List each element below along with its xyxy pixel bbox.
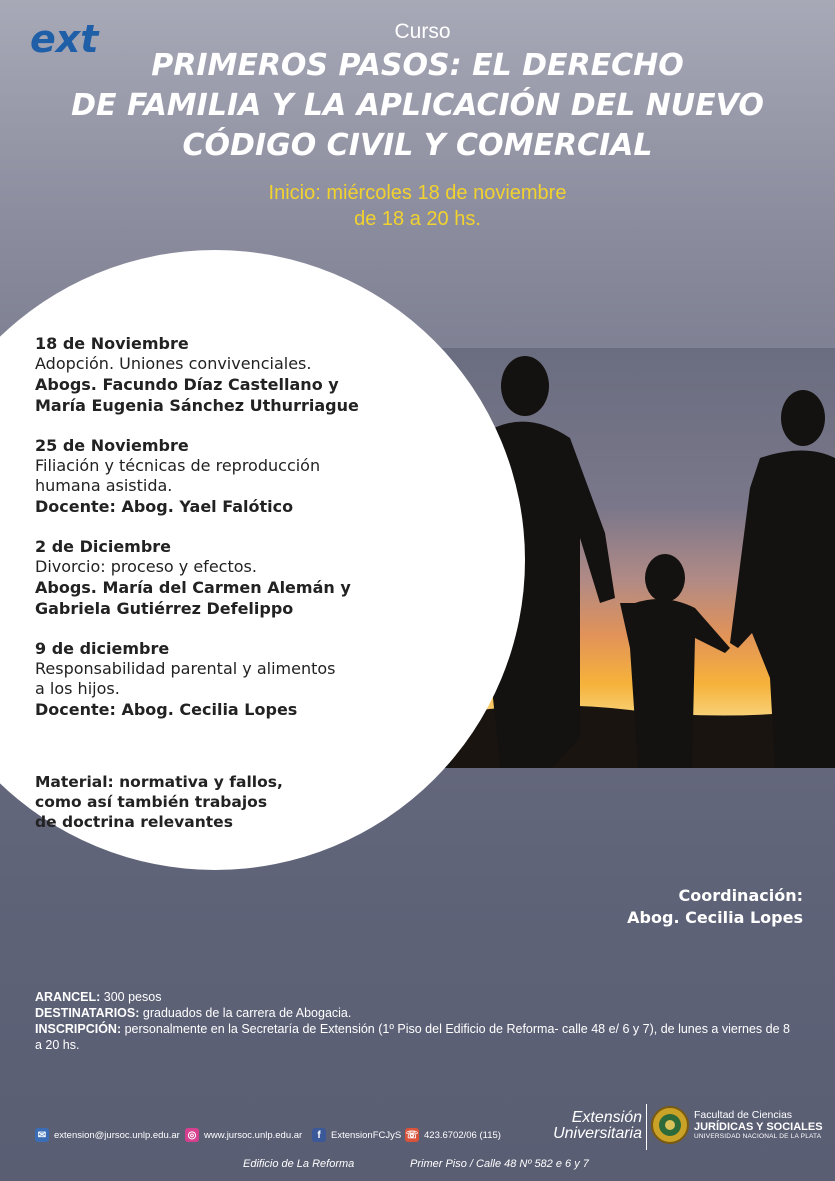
inscripcion-value: personalmente en la Secretaría de Extensión (1º Piso del Edificio de Reforma- calle 48 e/ 6 y 7), de lunes a viernes de 8 a 20 hs. [35, 1022, 790, 1052]
header [0, 20, 835, 232]
title-line: DE FAMILIA Y LA APLICACIÓN DEL NUEVO [71, 88, 764, 123]
session-topic: Responsabilidad parental y alimentos [35, 659, 336, 678]
coordination-name: Abog. Cecilia Lopes [627, 908, 803, 927]
inscripcion-line [35, 1021, 795, 1053]
session-teacher: Abogs. Facundo Díaz Castellano y [35, 375, 339, 394]
title-line: PRIMEROS PASOS: EL DERECHO [151, 48, 684, 83]
arancel-line [35, 989, 795, 1005]
session-item [35, 536, 415, 619]
destinatarios-value: graduados de la carrera de Abogacia. [139, 1006, 352, 1020]
coordination [627, 885, 803, 929]
session-topic: Adopción. Uniones convivenciales. [35, 354, 312, 373]
faculty-line: UNIVERSIDAD NACIONAL DE LA PLATA [694, 1133, 822, 1140]
session-topic: Divorcio: proceso y efectos. [35, 557, 257, 576]
footer-address: Primer Piso / Calle 48 Nº 582 e 6 y 7 [410, 1158, 589, 1170]
extension-line: Universitaria [553, 1125, 642, 1142]
extension-line: Extensión [571, 1109, 642, 1126]
destinatarios-label: DESTINATARIOS: [35, 1006, 140, 1020]
contact-text: ExtensionFCJyS [331, 1129, 402, 1141]
session-date: 18 de Noviembre [35, 334, 189, 353]
start-date-line: de 18 a 20 hs. [354, 208, 481, 230]
course-label: Curso [394, 20, 451, 43]
session-topic: a los hijos. [35, 679, 120, 698]
contact-email[interactable] [35, 1128, 180, 1142]
contact-web[interactable] [185, 1128, 302, 1142]
session-teacher: Abogs. María del Carmen Alemán y [35, 578, 351, 597]
registration-info [35, 989, 795, 1053]
material-line: como así también trabajos [35, 793, 268, 811]
session-teacher: Docente: Abog. Cecilia Lopes [35, 700, 298, 719]
session-date: 2 de Diciembre [35, 537, 172, 556]
facebook-icon: f [312, 1128, 326, 1142]
contact-phone[interactable] [405, 1128, 501, 1142]
session-date: 9 de diciembre [35, 639, 170, 658]
contact-text: extension@jursoc.unlp.edu.ar [54, 1129, 180, 1141]
footer-building: Edificio de La Reforma [243, 1158, 355, 1170]
session-teacher: María Eugenia Sánchez Uthurriague [35, 396, 359, 415]
session-item [35, 638, 415, 720]
contact-facebook[interactable] [312, 1128, 401, 1142]
email-icon: ✉ [35, 1128, 49, 1142]
start-date [0, 180, 835, 232]
course-title [0, 46, 835, 166]
faculty-line: Facultad de Ciencias [694, 1109, 793, 1121]
university-seal-icon [650, 1103, 690, 1147]
destinatarios-line [35, 1005, 795, 1021]
divider [646, 1104, 647, 1150]
session-topic: Filiación y técnicas de reproducción [35, 456, 321, 475]
inscripcion-label: INSCRIPCIÓN: [35, 1022, 122, 1036]
web-icon: ◎ [185, 1128, 199, 1142]
schedule [35, 333, 415, 739]
session-teacher: Docente: Abog. Yael Falótico [35, 497, 294, 516]
extension-universitaria [550, 1110, 642, 1142]
faculty-line: JURÍDICAS Y SOCIALES [694, 1121, 823, 1133]
phone-icon: ☏ [405, 1129, 419, 1141]
material-line: Material: normativa y fallos, [35, 773, 283, 791]
svg-text:ext: ext [30, 17, 99, 60]
session-topic: humana asistida. [35, 476, 173, 495]
faculty-name [694, 1110, 823, 1141]
session-item [35, 333, 415, 416]
material-line: de doctrina relevantes [35, 813, 233, 831]
arancel-value: 300 pesos [100, 990, 162, 1004]
title-line: CÓDIGO CIVIL Y COMERCIAL [182, 128, 653, 163]
contact-text: 423.6702/06 (115) [424, 1129, 501, 1141]
coordination-label: Coordinación: [678, 886, 803, 905]
contact-text: www.jursoc.unlp.edu.ar [204, 1129, 303, 1141]
start-date-line: Inicio: miércoles 18 de noviembre [268, 182, 567, 204]
session-date: 25 de Noviembre [35, 436, 189, 455]
material-note [35, 772, 335, 832]
session-item [35, 435, 415, 517]
arancel-label: ARANCEL: [35, 990, 101, 1004]
session-teacher: Gabriela Gutiérrez Defelippo [35, 599, 294, 618]
